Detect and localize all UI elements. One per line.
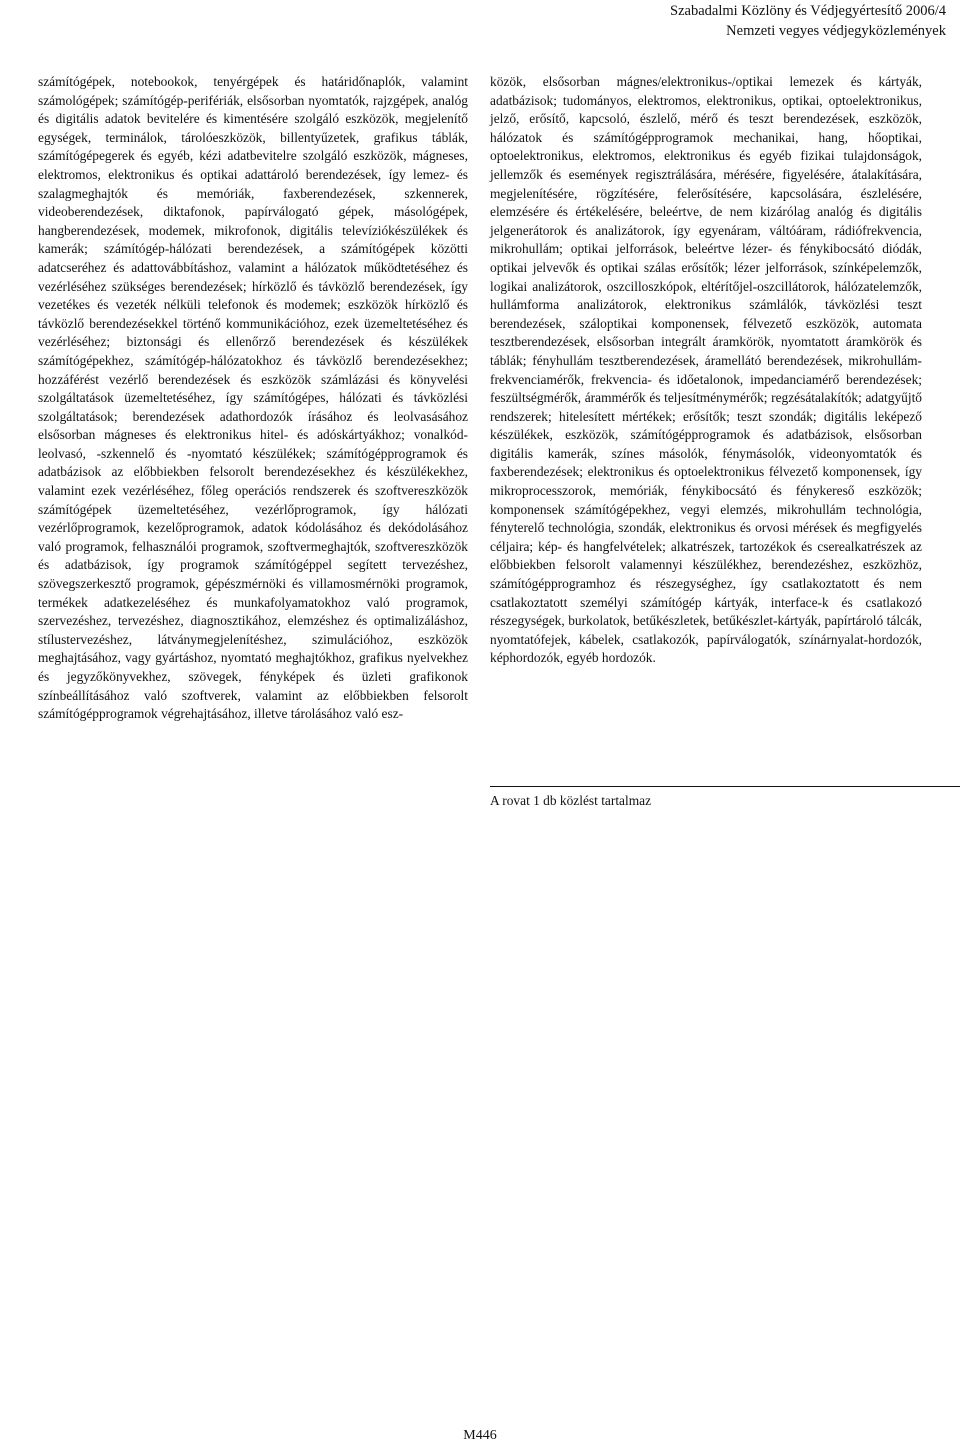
section-divider	[490, 786, 960, 787]
left-column-text: számítógépek, notebookok, tenyérgépek és határidőnaplók, valamint számológépek; számítógép-perifériák, elsősorban nyomtatók, rajzgépek, analóg és digitális adatok bevitelére és kimentésére szolgáló eszközök, megjelenítő egységek, terminálok, tárolóeszközök, billentyűzetek, grafikus táblák, számítógépegerek és egyéb, kézi adatbevitelre szolgáló eszközök, mágneses, elektromos, elektronikus és optikai adattároló berendezések, így lemez- és szalagmeghajtók és memóriák, faxberendezések, szkennerek, videoberendezések, diktafonok, papírválogató gépek, másológépek, hangberendezések, modemek, mikrofonok, digitális televíziókészülékek és kamerák; számítógép-hálózati berendezések, a számítógépek közötti adatcseréhez és adattovábbításhoz, valamint a hálózatok működtetéséhez és vezérléséhez szükséges berendezések; hírközlő és távközlő berendezések, így vezetékes és vezeték nélküli telefonok és modemek; eszközök hírközlő és távközlő berendezésekkel történő kommunikációhoz, ezek üzemeltetéséhez és vezérléséhez; biztonsági és ellenőrző berendezések és készülékek számítógépekhez, számítógép-hálózatokhoz és távközlő berendezésekhez; hozzáférést vezérlő berendezések és eszközök számlázási és könyvelési szolgáltatások üzemeltetéséhez, így számítógépes, hálózati és távközlési szolgáltatások; berendezések adathordozók írásához és leolvasásához elsősorban mágneses és elektronikus hitel- és adóskártyákhoz; vonalkód-leolvasó, -szkennelő és -nyomtató készülékek; számítógépprogramok és adatbázisok az előbbiekben felsorolt berendezésekhez és készülékekhez, valamint ezek vezérléséhez, főleg operációs rendszerek és szoftvereszközök számítógépek üzemeltetéséhez, vezérlőprogramok, így hálózati vezérlőprogramok, kezelőprogramok, adatok kódolásához és dekódolásához való programok, felhasználói programok, szoftvermeghajtók, szoftvereszközök és adatbázisok, így programok számítógéppel segített tervezéshez, szövegszerkesztő programok, gépészmérnöki és villamosmérnöki programok, termékek adatkezeléséhez és munkafolyamatokhoz való programok, szervezéshez, tervezéshez, diagnosztikához, elemzéshez és optimalizáláshoz, stílustervezéshez, látványmegjelenítéshez, szimulációhoz, eszközök meghajtásához, vagy gyártáshoz, nyomtató meghajtókhoz, grafikus nyelvekhez és jegyzőkönyvekhez, szövegek, fényképek és üzleti grafikonok színbeállításához való szoftverek, valamint az előbbiekben felsorolt számítógépprogramok végrehajtásához, illetve tárolásához való esz-	[38, 74, 468, 722]
page-number: M446	[463, 1428, 497, 1443]
right-column-text: közök, elsősorban mágnes/elektronikus-/optikai lemezek és kártyák, adatbázisok; tudományos, elektromos, elektronikus, optikai, optoelektronikus, jelző, erősítő, kapcsoló, észlelő, mérő és teszt berendezések, eszközök, hálózatok és számítógépprogramok mechanikai, hang, hőoptikai, optoelektronikus, elektromos, elektronikus és egyéb fizikai tulajdonságok, jellemzők és események regisztrálására, mérésére, figyelésére, átalakítására, megjelenítésére, rögzítésére, felerősítésére, kapcsolására, észlelésére, elemzésére és értékelésére, beleértve, de nem kizárólag analóg és digitális jelgenerátorok és analizátorok, így egyenáram, váltóáram, rádiófrekvencia, mikrohullám; optikai jelforrások, beleértve lézer- és fénykibocsátó diódák, optikai jelvevők és optikai szálas erősítők; lézer jelforrások, színképelemzők, logikai analizátorok, oszcilloszkópok, eltérítőjel-oszcillátorok, hálózatelemzők, hullámforma analizátorok, elektronikus számlálók, távközlési teszt berendezések, száloptikai komponensek, félvezető eszközök, automata tesztberendezések, elsősorban integrált áramkörök, nyomtatott áramkörök és táblák; fényhullám tesztberendezések, áramellátó berendezések, mikrohullám-frekvenciamérők, frekvencia- és időetalonok, impedanciamérő berendezések; feszültségmérők, árammérők és teljesítménymérők; regzésátalakítók; adatgyűjtő rendszerek; hitelesített mértékek; erősítők; teszt szondák; digitális leképező készülékek, eszközök, számítógépprogramok és adatbázisok, elsősorban digitális kamerák, színes másolók, fénymásolók, videonyomtatók és faxberendezések; elektronikus és optoelektronikus félvezető komponensek, így mikroprocesszorok, memóriák, fénykibocsátó és fénykereső eszközök; komponensek számítógépekhez, vegyi elemzés, mikrohullám technológia, fényterelő technológia, szondák, elektronikus és orvosi mérések és megfigyelés céljaira; kép- és hangfelvételek; alkatrészek, tartozékok és cserealkatrészek az előbbiekben felsorolt valamennyi készülékhez, berendezéshez, eszközhöz, számítógépprogramhoz és részegységhez, így csatlakoztatott és nem csatlakoztatott személyi számítógép kártyák, interface-k és csatlakozó részegységek, burkolatok, betűkészletek, betűkészlet-kártyák, papírtároló tálcák, nyomtatófejek, kábelek, csatlakozók, papírválogatók, színárnyalat-hordozók, képhordozók, egyéb hordozók.	[490, 74, 922, 666]
section-title: Nemzeti vegyes védjegyközlemények	[726, 23, 946, 39]
left-column	[38, 73, 468, 724]
journal-title: Szabadalmi Közlöny és Védjegyértesítő 2006/4	[670, 3, 946, 19]
section-footnote: A rovat 1 db közlést tartalmaz	[490, 793, 652, 808]
page-header	[0, 0, 960, 46]
right-column	[490, 73, 922, 668]
